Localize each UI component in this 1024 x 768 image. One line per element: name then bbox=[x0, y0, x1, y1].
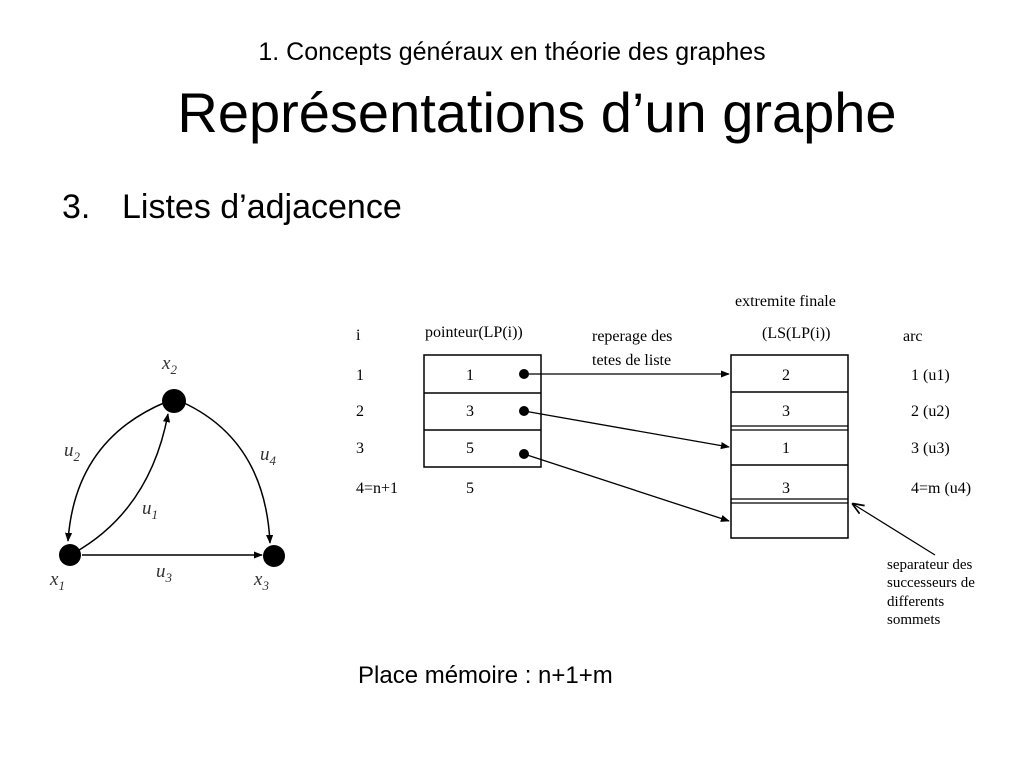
lp-value-4: 5 bbox=[466, 480, 474, 497]
node-x3-label: $x_3$ bbox=[254, 569, 269, 593]
separator-note-line4: sommets bbox=[887, 612, 941, 628]
lp-value-1: 1 bbox=[466, 367, 474, 384]
pointer-arrow-3 bbox=[524, 454, 729, 521]
lp-value-2: 3 bbox=[466, 403, 474, 420]
slide-title: Représentations d’un graphe bbox=[177, 81, 897, 144]
ls-value-4: 3 bbox=[782, 480, 790, 497]
separator-note-line1: separateur des bbox=[887, 557, 973, 573]
arc-3: 3 (u3) bbox=[911, 440, 950, 457]
row-i-1: 1 bbox=[356, 367, 364, 384]
edge-u1 bbox=[74, 414, 168, 553]
slide-subtitle: 1. Concepts généraux en théorie des graphes bbox=[258, 38, 766, 66]
edge-u4-label: $u_4$ bbox=[260, 444, 276, 468]
separator-note-line2: successeurs de bbox=[887, 575, 975, 591]
node-x1 bbox=[59, 544, 81, 566]
adjacency-table bbox=[356, 293, 975, 628]
node-x2 bbox=[162, 389, 186, 413]
row-i-2: 2 bbox=[356, 403, 364, 420]
separator-arrow bbox=[853, 504, 935, 555]
edge-u1-label: $u_1$ bbox=[142, 498, 158, 522]
separator-note-line3: differents bbox=[887, 594, 945, 610]
header-reperage-line2: tetes de liste bbox=[592, 352, 672, 369]
edge-u3-label: $u_3$ bbox=[156, 561, 172, 585]
arc-2: 2 (u2) bbox=[911, 403, 950, 420]
memory-footer: Place mémoire : n+1+m bbox=[358, 662, 613, 689]
lp-value-3: 5 bbox=[466, 440, 474, 457]
header-pointer: pointeur(LP(i)) bbox=[425, 324, 523, 341]
header-i: i bbox=[356, 327, 361, 344]
ls-value-3: 1 bbox=[782, 440, 790, 457]
row-i-3: 3 bbox=[356, 440, 364, 457]
edge-u2-label: $u_2$ bbox=[64, 440, 80, 464]
node-x2-label: $x_2$ bbox=[162, 353, 177, 377]
pointer-arrow-2 bbox=[524, 411, 729, 447]
header-extremite-line2: (LS(LP(i)) bbox=[762, 325, 831, 342]
header-arc: arc bbox=[903, 328, 923, 345]
node-x1-label: $x_1$ bbox=[50, 569, 65, 593]
header-reperage-line1: reperage des bbox=[592, 328, 673, 345]
edge-u4 bbox=[182, 402, 270, 543]
graph bbox=[49, 353, 285, 593]
ls-value-2: 3 bbox=[782, 403, 790, 420]
header-extremite-line1: extremite finale bbox=[735, 293, 836, 310]
bullet-number: 3. bbox=[62, 188, 91, 226]
arc-4: 4=m (u4) bbox=[911, 480, 972, 497]
bullet-text: Listes d’adjacence bbox=[122, 188, 402, 226]
ls-value-1: 2 bbox=[782, 367, 790, 384]
arc-1: 1 (u1) bbox=[911, 367, 950, 384]
node-x3 bbox=[263, 545, 285, 567]
row-i-4: 4=n+1 bbox=[356, 480, 399, 497]
